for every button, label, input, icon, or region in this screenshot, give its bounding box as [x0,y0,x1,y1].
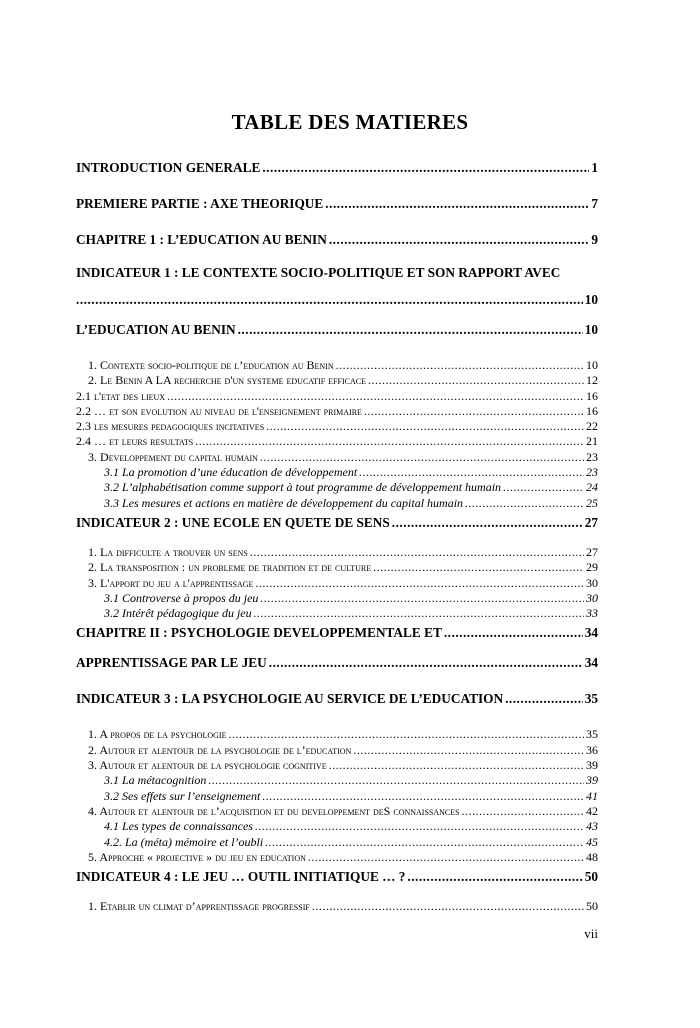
toc-label: PREMIERE PARTIE : AXE THEORIQUE [76,196,324,211]
toc-entry-s2[interactable] [76,373,598,388]
dot-leader [329,758,584,773]
toc-page: 23 [586,465,598,480]
toc-page: 30 [586,575,598,590]
dot-leader [250,545,584,560]
toc-entry-chap1[interactable] [76,222,598,258]
toc-label: 2. Le Benin A LA recherche d'un systeme educatif efficace [88,373,366,388]
toc-page: 21 [586,434,598,449]
dot-leader [503,480,584,495]
toc-page: 25 [586,495,598,510]
dot-leader [359,465,584,480]
toc-label: 1. A propos de la psychologie [88,727,227,742]
dot-leader [195,434,584,449]
dot-leader [260,450,584,465]
toc-entry-t2[interactable] [76,560,598,575]
dot-leader [255,576,584,591]
toc-entry-v1[interactable] [76,899,598,914]
toc-label: INTRODUCTION GENERALE [76,160,261,175]
toc-page: 45 [586,834,598,849]
dot-leader [262,150,589,186]
page-title: TABLE DES MATIERES [231,110,469,134]
toc-label: 3.2 Ses effets sur l’enseignement [104,788,261,803]
dot-leader [444,621,583,645]
toc-label: L’EDUCATION AU BENIN [76,322,236,337]
toc-entry-u2[interactable] [76,743,598,758]
toc-entry-s23[interactable] [76,419,598,434]
toc-entry-s22[interactable] [76,404,598,419]
toc-label: 3. L'apport du jeu a l'apprentissage [88,575,254,590]
toc-label: 3.2 L’alphabétisation comme support à tout programme de développement humain [104,480,502,495]
dot-leader [312,899,584,914]
toc-page: 10 [584,322,598,337]
toc-entry-s33[interactable] [76,496,598,511]
page-number: vii [584,926,598,941]
dot-leader [254,606,584,621]
toc-page: 22 [586,419,598,434]
toc-entry-u4[interactable] [76,804,598,819]
dot-leader [465,496,584,511]
toc-page: 41 [586,788,598,803]
dot-leader [353,743,584,758]
toc-entry-ind2[interactable] [76,511,598,535]
toc-entry-educ-benin[interactable] [76,312,598,348]
dot-leader [228,727,584,742]
dot-leader [262,789,584,804]
dot-leader [325,186,589,222]
dot-leader [505,681,583,717]
toc-page: 30 [586,590,598,605]
dot-leader [255,819,584,834]
toc-entry-t3[interactable] [76,576,598,591]
toc-label: 4.2. La (méta) mémoire et l’oubli [104,834,264,849]
dot-leader [462,804,584,819]
toc-page: 39 [586,758,598,773]
dot-leader [238,312,583,348]
toc-entry-s3[interactable] [76,450,598,465]
toc-label: APPRENTISSAGE PAR LE JEU [76,655,267,671]
toc-page: 7 [591,196,598,211]
toc-label: CHAPITRE II : PSYCHOLOGIE DEVELOPPEMENTALE ET [76,625,442,641]
toc-label: 3.1 La promotion d’une éducation de développement [104,465,358,480]
toc-label: 5. Approche « projective » du jeu en education [88,849,306,864]
toc-entry-s24[interactable] [76,434,598,449]
toc-page: 1 [591,160,598,175]
dot-leader [336,358,584,373]
toc-page: 27 [584,514,598,530]
toc-entry-t31[interactable] [76,591,598,606]
toc-page: 42 [586,803,598,818]
toc-label: INDICATEUR 4 : LE JEU … OUTIL INITIATIQUE … ? [76,869,406,885]
toc-page: 16 [586,388,598,403]
toc-entry-u1[interactable] [76,727,598,742]
toc-label: 4. Autour et alentour de l’acquisition et du developpement deS connaissances [88,803,460,818]
toc-entry-s31[interactable] [76,465,598,480]
dot-leader [364,404,584,419]
toc-page: 33 [586,606,598,621]
toc-entry-t32[interactable] [76,606,598,621]
toc-entry-t1[interactable] [76,545,598,560]
toc-page: 23 [586,449,598,464]
toc-page: 35 [584,691,598,707]
toc-label: 3.3 Les mesures et actions en matière de développement du capital humain [104,495,464,510]
toc-label: INDICATEUR 2 : UNE ECOLE EN QUETE DE SENS [76,514,390,530]
dot-leader [76,288,583,312]
dot-leader [167,389,584,404]
toc-entry-u31[interactable] [76,773,598,788]
toc-label: 2. Autour et alentour de la psychologie de l’education [88,742,352,757]
toc-label: INDICATEUR 3 : LA PSYCHOLOGIE AU SERVICE DE L’EDUCATION [76,691,504,707]
toc-entry-u3[interactable] [76,758,598,773]
toc-label: 2.4 … et leurs resultats [76,434,194,449]
toc-page: 29 [586,560,598,575]
toc-label: 3.2 Intérêt pédagogique du jeu [104,606,252,621]
toc-page: 16 [586,403,598,418]
toc-label: 1. Contexte socio-politique de l’education au Benin [88,358,334,372]
toc-entry-ind4[interactable] [76,865,598,889]
toc-label: 3. Developpement du capital humain [88,449,258,464]
toc-page: 24 [586,480,598,495]
toc-entry-ind1-line2[interactable] [76,288,598,312]
dot-leader [368,373,584,388]
toc-entry-ind3[interactable] [76,681,598,717]
toc-page: 12 [586,373,598,388]
toc-label: INDICATEUR 1 : LE CONTEXTE SOCIO-POLITIQUE ET SON RAPPORT AVEC [76,265,561,280]
dot-leader [269,645,583,681]
toc-label: 2.3 les mesures pedagogiques incitatives [76,419,265,434]
toc-label: 3.1 La métacognition [104,773,207,788]
dot-leader [373,560,584,575]
toc-page: 50 [586,899,598,914]
dot-leader [329,222,590,258]
toc-page: 36 [586,742,598,757]
toc-label: 3. Autour et alentour de la psychologie cognitive [88,758,327,773]
toc-entry-apprentissage[interactable] [76,645,598,681]
dot-leader [265,835,584,850]
toc-entry-partie1[interactable] [76,186,598,222]
toc-page: 10 [586,358,598,372]
toc-label: 1. Etablir un climat d’apprentissage progressif [88,899,310,914]
toc-entry-s32[interactable] [76,480,598,495]
toc-entry-u42[interactable] [76,835,598,850]
toc-entry-chap2[interactable] [76,621,598,645]
toc-label: 2.1 l'etat des lieux [76,388,166,403]
toc-label: CHAPITRE 1 : L’EDUCATION AU BENIN [76,232,327,247]
toc-entry-intro[interactable] [76,150,598,186]
dot-leader [308,850,584,865]
toc-entry-s21[interactable] [76,389,598,404]
toc-page: 48 [586,849,598,864]
toc-page: 39 [586,773,598,788]
toc-label: 2.2 … et son evolution au niveau de l'enseignement primaire [76,403,362,418]
dot-leader [407,865,582,889]
toc-page: 34 [584,655,598,671]
toc-page: 10 [584,292,598,307]
toc-entry-u32[interactable] [76,789,598,804]
toc-label: 3.1 Controverse à propos du jeu [104,590,259,605]
toc-label: 4.1 Les types de connaissances [104,819,253,834]
toc-page: 9 [591,232,598,247]
toc-label: 1. La difficulte a trouver un sens [88,544,248,559]
dot-leader [208,773,584,788]
toc-page: 34 [584,625,598,641]
dot-leader [260,591,584,606]
toc-entry-s1[interactable] [76,358,598,373]
toc-page: 35 [586,727,598,742]
toc-entry-u5[interactable] [76,850,598,865]
toc-entry-u41[interactable] [76,819,598,834]
toc-label: 2. La transposition : un probleme de tradition et de culture [88,560,372,575]
table-of-contents [76,150,598,914]
toc-page: 27 [586,544,598,559]
toc-page: 50 [584,869,598,885]
dot-leader [266,419,584,434]
toc-page: 43 [586,819,598,834]
dot-leader [392,511,583,535]
toc-entry-ind1-line1[interactable] [76,258,598,288]
